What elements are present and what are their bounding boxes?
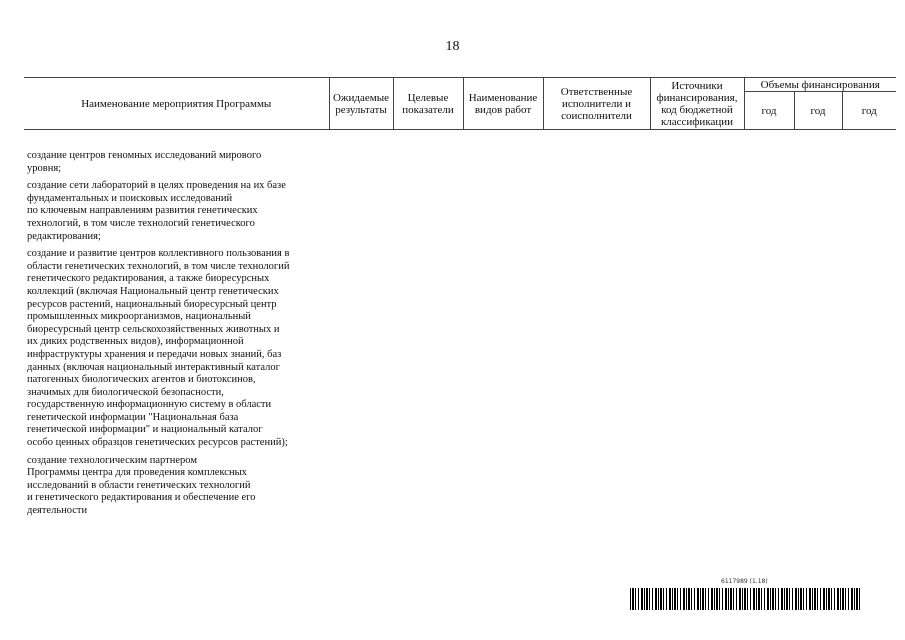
header-col-name: Наименование мероприятия Программы (24, 78, 329, 130)
activity-line: ресурсов растений, национальный биоресурсный центр (27, 298, 277, 310)
document-code: 6117989 (1.18) (721, 578, 768, 585)
header-year-1: год (744, 92, 794, 130)
activity-line: особо ценных образцов генетических ресурсов растений); (27, 437, 288, 449)
activity-item (27, 180, 332, 243)
activity-line: области генетических технологий, в том числе технологий (27, 260, 290, 272)
activity-line: Программы центра для проведения комплексных (27, 467, 247, 479)
activity-line: генетической информации "Национальная база (27, 411, 239, 423)
barcode-icon (630, 588, 862, 610)
activity-line: фундаментальных и поисковых исследований (27, 192, 233, 204)
activity-line: и генетического редактирования и обеспечение его (27, 492, 256, 504)
activity-line: создание центров геномных исследований мирового (27, 150, 262, 161)
activity-line: уровня; (27, 162, 62, 174)
activity-line: создание сети лабораторий в целях проведения на их базе (27, 180, 286, 192)
header-col-volumes: Объемы финансирования (744, 78, 896, 92)
activity-line: биоресурсный центр сельскохозяйственных животных и (27, 323, 280, 335)
header-year-3: год (842, 92, 896, 130)
activity-line: инфраструктуры хранения и передачи новых знаний, баз (27, 348, 282, 360)
table-header (24, 77, 896, 130)
activity-line: деятельности (27, 505, 88, 517)
activity-line: коллекций (включая Национальный центр генетических (27, 285, 279, 297)
activity-line: промышленных микроорганизмов, национальный (27, 311, 251, 323)
activity-line: государственную информационную систему в области (27, 399, 272, 411)
activity-line: данных (включая национальный интерактивный каталог (27, 361, 280, 373)
header-col-sources: Источники финансирования, код бюджетной классификации (650, 78, 744, 130)
activity-line: генетической информации" и национальный каталог (27, 424, 263, 436)
header-col-works: Наименование видов работ (463, 78, 543, 130)
activity-item (27, 150, 332, 175)
activity-line: значимых для биологической безопасности, (27, 386, 224, 398)
activity-line: исследований в области генетических технологий (27, 479, 251, 491)
page-number: 18 (445, 39, 460, 54)
activity-line: патогенных биологических агентов и биотоксинов, (27, 374, 256, 386)
activity-item (27, 455, 332, 518)
activity-line: их диких родственных видов), информационной (27, 336, 244, 348)
activity-line: редактирования; (27, 230, 101, 242)
activity-line: технологий, в том числе технологий генетического (27, 217, 255, 229)
activity-line: создание и развитие центров коллективного пользования в (27, 248, 290, 260)
header-year-2: год (794, 92, 842, 130)
activity-item (27, 248, 332, 450)
program-activity-list (27, 150, 332, 523)
header-col-executors: Ответственные исполнители и соисполнители (543, 78, 650, 130)
activity-line: создание технологическим партнером (27, 454, 197, 466)
activity-line: генетического редактирования, а также биоресурсных (27, 273, 270, 285)
activity-line: по ключевым направлениям развития генетических (27, 205, 258, 217)
header-col-results: Ожидаемые результаты (329, 78, 393, 130)
header-col-indicators: Целевые показатели (393, 78, 463, 130)
